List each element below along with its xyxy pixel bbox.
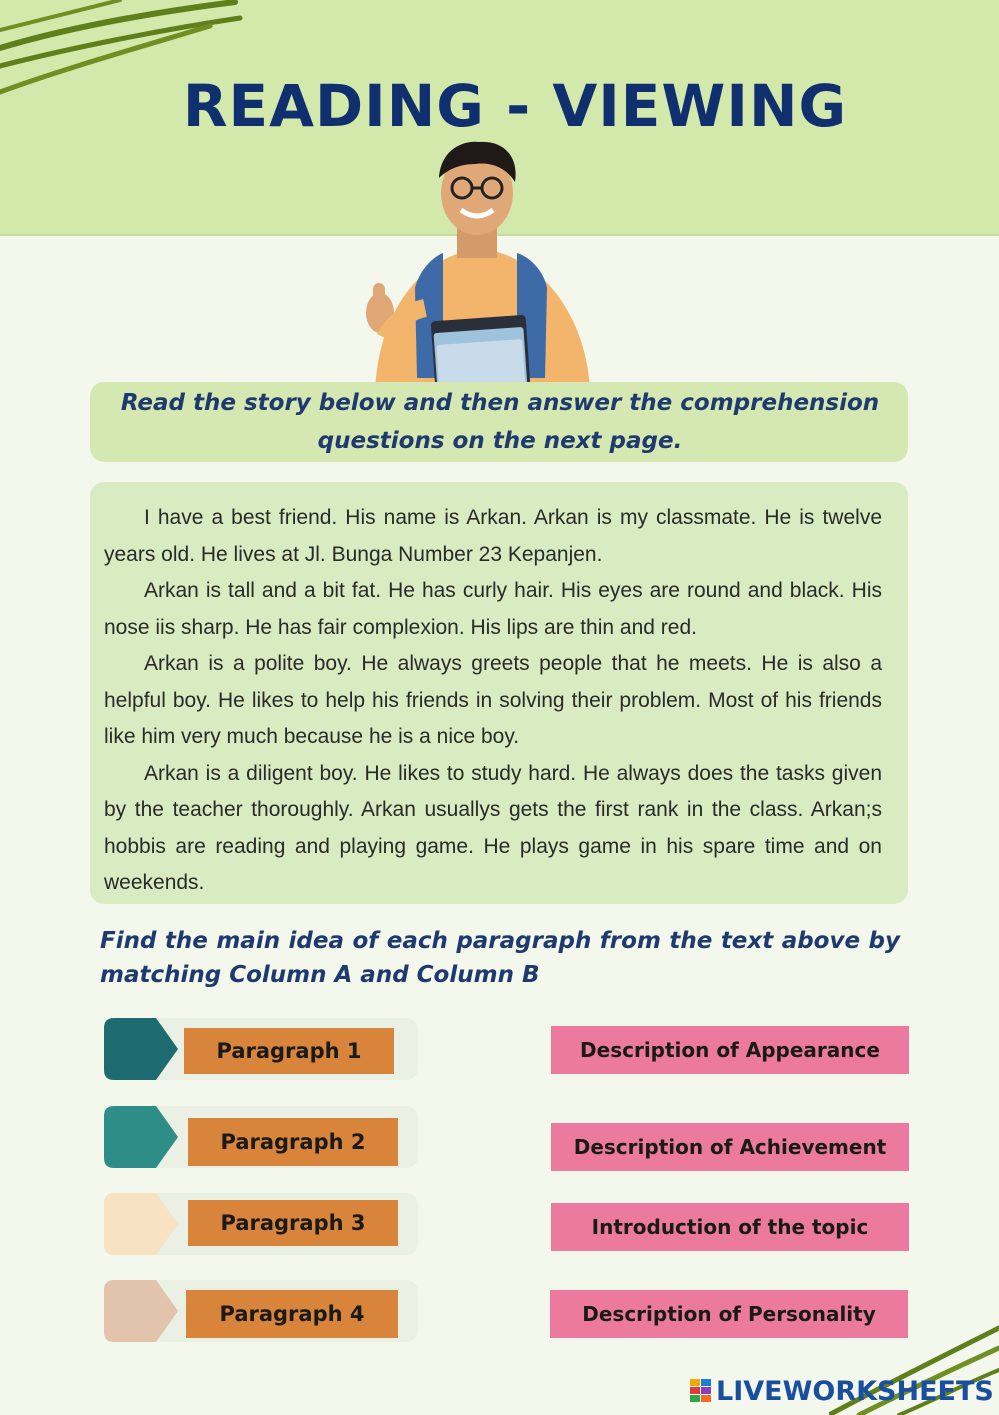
story-text xyxy=(104,500,882,902)
liveworksheets-logo-icon xyxy=(690,1379,712,1403)
chevron-icon-1 xyxy=(104,1018,180,1080)
answer-appearance-button[interactable]: Description of Appearance xyxy=(551,1026,909,1074)
student-photo-icon xyxy=(355,138,605,398)
paragraph-4-button[interactable]: Paragraph 4 xyxy=(186,1290,398,1338)
answer-introduction-button[interactable]: Introduction of the topic xyxy=(551,1203,909,1251)
story-paragraph-3: Arkan is a polite boy. He always greets people that he meets. He is also a helpful boy. He likes to help his friends in solving their problem. Most of his friends like him very much because he is a nice boy. xyxy=(104,652,882,748)
answer-achievement-button[interactable]: Description of Achievement xyxy=(551,1123,909,1171)
liveworksheets-logo xyxy=(690,1376,994,1406)
paragraph-2-button[interactable]: Paragraph 2 xyxy=(188,1118,398,1166)
story-paragraph-4: Arkan is a diligent boy. He likes to study hard. He always does the tasks given by the teacher thoroughly. Arkan usuallys gets the first rank in the class. Arkan;s hobbis are reading and playing game. He plays game in his spare time and on weekends. xyxy=(104,761,882,894)
story-paragraph-1: I have a best friend. His name is Arkan. Arkan is my classmate. He is twelve years old. He lives at Jl. Bunga Number 23 Kepanjen. xyxy=(104,506,882,566)
page-title: READING - VIEWING xyxy=(182,72,848,140)
paragraph-1-button[interactable]: Paragraph 1 xyxy=(184,1028,394,1074)
answer-personality-button[interactable]: Description of Personality xyxy=(550,1290,908,1338)
brand-text: LIVEWORKSHEETS xyxy=(716,1375,994,1407)
instruction-text: Read the story below and then answer the comprehension questions on the next page. xyxy=(120,390,880,454)
chevron-icon-3 xyxy=(104,1193,180,1255)
chevron-icon-2 xyxy=(104,1106,180,1168)
chevron-icon-4 xyxy=(104,1280,180,1342)
task-instruction: Find the main idea of each paragraph from the text above by matching Column A and Column B xyxy=(100,928,900,988)
paragraph-3-button[interactable]: Paragraph 3 xyxy=(188,1200,398,1246)
story-paragraph-2: Arkan is tall and a bit fat. He has curly hair. His eyes are round and black. His nose iis sharp. He has fair complexion. His lips are thin and red. xyxy=(104,579,882,639)
